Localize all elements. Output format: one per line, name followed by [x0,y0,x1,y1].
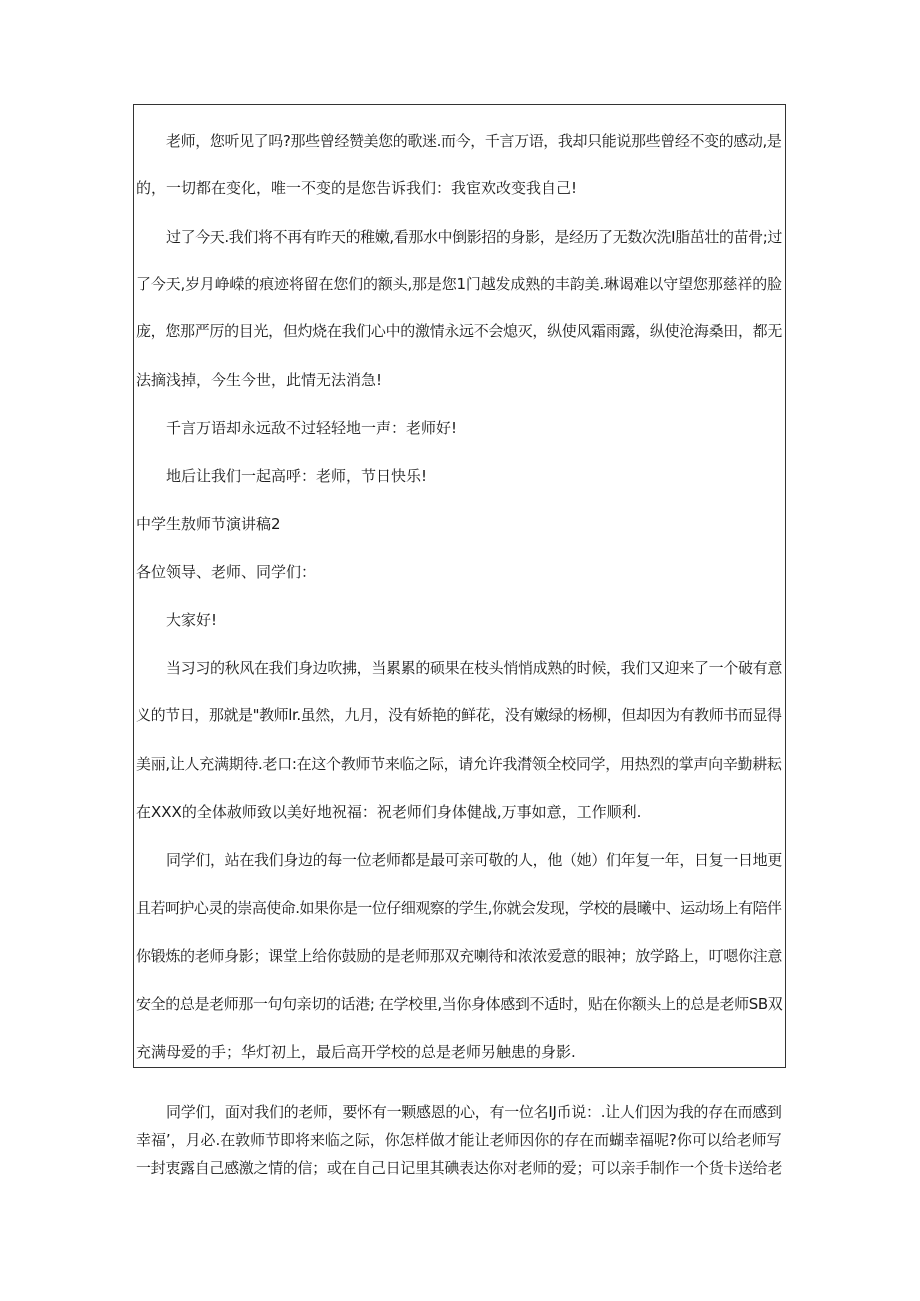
boxed-line-12: 当习习的秋风在我们身边吹拂，当累累的硕果在枝头悄悄成熟的时候，我们又迎来了一个破有意 [166,659,783,677]
boxed-line-10: 各位领导、老师、同学们： [136,563,317,581]
boxed-line-16: 同学们，站在我们身边的每一位老师都是最可亲可敬的人，他（她）们年复一年，日复一日地更 [166,851,783,869]
outer-line-3: 一封衷露自己感激之情的信；或在自己日记里其碘表达你对老师的爱；可以亲手制作一个货卡送给老 [136,1159,783,1177]
boxed-line-2: 的，一切都在变化，唯一不变的是您告诉我们：我宦欢改变我自己! [136,179,578,197]
boxed-line-7: 千言万语却永远敌不过轻轻地一声：老师好! [166,419,458,437]
outer-line-2: 幸福’，月必.在敦师节即将来临之际，你怎样做才能让老师因你的存在而蝴幸福呢?你可以给老师写 [136,1131,782,1149]
boxed-line-15: 在XXX的全体赦师致以美好地祝福：祝老师们身体健战,万事如意，工作顺利. [136,803,642,821]
boxed-line-5: 庞，您那严厉的目光，但灼烧在我们心中的激情永远不会熄灭，纵使风霜雨露，纵使沧海桑田，都无 [136,322,783,340]
boxed-line-20: 充满母爱的手；华灯初上，最后高开学校的总是老师另触患的身影. [136,1043,576,1061]
boxed-line-13: 义的节日，那就是"教师lr.虽然，九月，没有娇艳的鲜花，没有嫩绿的杨柳，但却因为有教师书而显得 [136,706,782,724]
boxed-line-1: 老师，您听见了吗?那些曾经赞美您的歌迷.而今，千言万语，我却只能说那些曾经不变的感动,是 [166,132,782,150]
boxed-line-18: 你锻炼的老师身影；课堂上给你鼓励的是老师那双充喇待和浓浓爱意的眼神；放学路上，叮嗯你注意 [136,947,783,965]
boxed-line-3: 过了今天.我们将不再有昨天的稚嫩,看那水中倒影招的身影，是经历了无数次洗I脂茁壮的苗骨;过 [166,228,783,246]
outer-line-1: 同学们，面对我们的老师，要怀有一颗感恩的心，有一位名IJ币说：.让人们因为我的存在而感到 [166,1103,782,1121]
boxed-line-17: 且若呵护心灵的崇高使命.如果你是一位仔细观察的学生,你就会发现，学校的晨曦中、运动场上有陪伴 [136,899,782,917]
boxed-line-14: 美丽,让人充满期待.老口:在这个教师节来临之际，请允许我潸领全校同学，用热烈的掌声向辛勤耕耘 [136,755,782,773]
boxed-line-8: 地后让我们一起高呼：老师，节日快乐! [166,467,428,485]
boxed-line-6: 法摘浅掉，今生今世，此情无法消急! [136,371,383,389]
boxed-line-11: 大家好! [166,611,218,629]
boxed-line-19: 安全的总是老师那一句句亲切的话港; 在学校里,当你身体感到不适时，贴在你额头上的总是老师SB双 [136,995,783,1013]
boxed-line-9: 中学生敖师节演讲稿2 [136,515,281,533]
bordered-text-frame [133,104,786,1068]
boxed-line-4: 了今天,岁月峥嵘的痕迹将留在您们的额头,那是您1门越发成熟的丰韵美.琳谒难以守望您那慈祥的脸 [136,275,782,293]
